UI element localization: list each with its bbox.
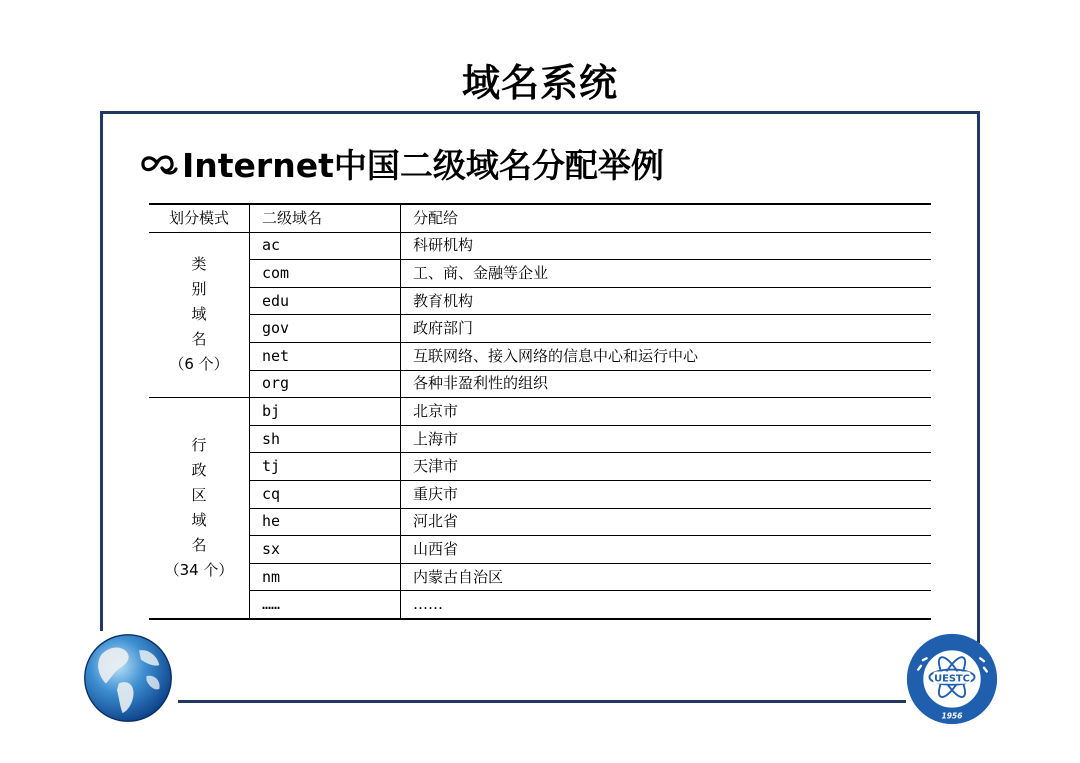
- assigned-cell: 河北省: [401, 508, 932, 536]
- domain-cell: cq: [250, 480, 401, 508]
- table-row: [149, 453, 931, 481]
- table-row: [149, 398, 931, 426]
- domain-cell: bj: [250, 398, 401, 426]
- uestc-seal-icon: [905, 632, 999, 726]
- domain-cell: com: [250, 260, 401, 288]
- assigned-cell: 重庆市: [401, 480, 932, 508]
- assigned-cell: 内蒙古自治区: [401, 563, 932, 591]
- table-row: [149, 342, 931, 370]
- table-row: [149, 287, 931, 315]
- assigned-cell: 科研机构: [401, 232, 932, 260]
- frame-right-border: [977, 111, 980, 643]
- domain-cell: edu: [250, 287, 401, 315]
- domain-cell: ac: [250, 232, 401, 260]
- assigned-cell: 各种非盈利性的组织: [401, 370, 932, 398]
- table-row: [149, 591, 931, 619]
- globe-icon: [82, 632, 174, 724]
- assigned-cell: 北京市: [401, 398, 932, 426]
- domain-cell: net: [250, 342, 401, 370]
- assigned-cell: 天津市: [401, 453, 932, 481]
- group-label-region: 行 政 区 域 名 （34 个）: [164, 436, 234, 580]
- table-row: [149, 425, 931, 453]
- header-assigned: 分配给: [401, 204, 932, 232]
- table-row: [149, 232, 931, 260]
- assigned-cell: 教育机构: [401, 287, 932, 315]
- assigned-cell: 互联网络、接入网络的信息中心和运行中心: [401, 342, 932, 370]
- frame-left-border: [100, 111, 103, 631]
- table-row: [149, 315, 931, 343]
- table-row: [149, 480, 931, 508]
- slide-title: 域名系统: [461, 61, 618, 105]
- assigned-cell: 山西省: [401, 536, 932, 564]
- table-row: [149, 260, 931, 288]
- table-row: [149, 508, 931, 536]
- table-row: [149, 536, 931, 564]
- domain-cell: gov: [250, 315, 401, 343]
- domain-cell: he: [250, 508, 401, 536]
- assigned-cell: 上海市: [401, 425, 932, 453]
- group-label-category: 类 别 域 名 （6 个）: [169, 255, 229, 374]
- section-heading: [140, 140, 664, 187]
- domain-cell: sh: [250, 425, 401, 453]
- frame-top-border: [100, 111, 980, 114]
- domain-cell: sx: [250, 536, 401, 564]
- section-heading-text: Internet中国二级域名分配举例: [182, 146, 664, 185]
- assigned-cell: ……: [401, 591, 932, 619]
- assigned-cell: 工、商、金融等企业: [401, 260, 932, 288]
- table-row: [149, 370, 931, 398]
- group-label-cell: [149, 232, 250, 398]
- domain-cell: org: [250, 370, 401, 398]
- header-mode: 划分模式: [149, 204, 250, 232]
- group-label-cell: [149, 398, 250, 619]
- header-domain: 二级域名: [250, 204, 401, 232]
- seal-text: UESTC: [934, 673, 970, 685]
- ornament-bullet-icon: [140, 149, 180, 179]
- table-row: [149, 563, 931, 591]
- assigned-cell: 政府部门: [401, 315, 932, 343]
- domain-cell: ……: [250, 591, 401, 619]
- domain-cell: nm: [250, 563, 401, 591]
- table-header-row: [149, 204, 931, 232]
- frame-bottom-border: [178, 700, 906, 703]
- domain-cell: tj: [250, 453, 401, 481]
- domain-table: [149, 203, 931, 620]
- seal-year: 1956: [941, 711, 963, 721]
